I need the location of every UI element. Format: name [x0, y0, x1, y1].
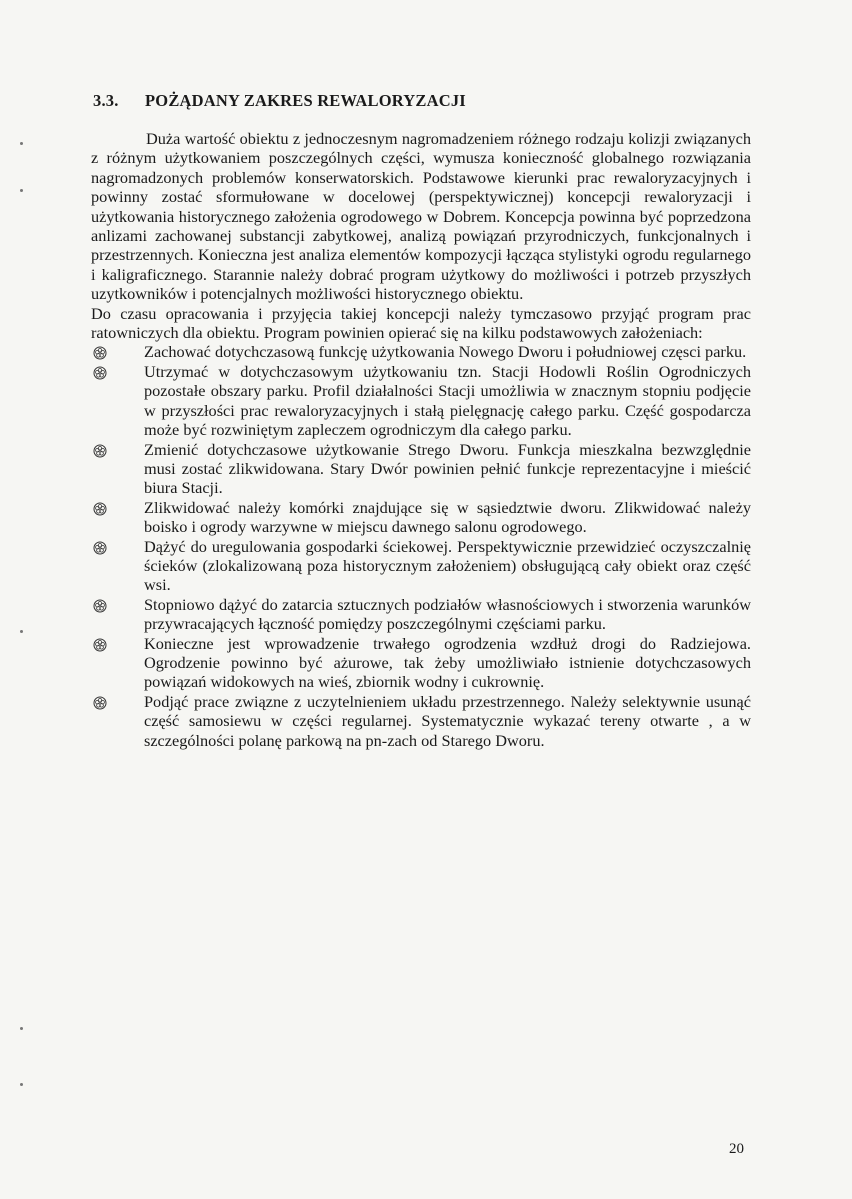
flower-bullet-icon [93, 695, 107, 709]
list-item [91, 537, 751, 595]
flower-bullet-icon [93, 345, 107, 359]
intro-paragraph: Duża wartość obiektu z jednoczesnym nagromadzeniem różnego rodzaju kolizji związanych z różnym użytkowaniem poszczególnych części, wymusza konieczność globalnego rozwiązania nagromadzonych problemów konserwatorskich. Podstawowe kierunki prac rewaloryzacyjnych i powinny zostać sformułowane w docelowej (perspektywicznej) koncepcji rewaloryzacji i użytkowania historycznego założenia ogrodowego w Dobrem. Koncepcja powinna być poprzedzona anlizami zachowanej substancji zabytkowej, analizą powiązań przyrodniczych, funkcjonalnych i przestrzennych. Konieczna jest analiza elementów kompozycji łącząca stylistyki ogrodu regularnego i kaligraficznego. Starannie należy dobrać program użytkowy do możliwości i potrzeb przyszłych uzytkowników i potencjalnych możliwości historycznego obiektu. [91, 129, 751, 304]
program-paragraph: Do czasu opracowania i przyjęcia takiej koncepcji należy tymczasowo przyjąć program prac ratowniczych dla obiektu. Program powinien opierać się na kilku podstawowych założeniach: [91, 303, 751, 343]
flower-bullet-icon [93, 540, 107, 554]
list-item-text: Zlikwidować należy komórki znajdujące się w sąsiedztwie dworu. Zlikwidować należy boisko i ogrody warzywne w miejscu dawnego salonu ogrodowego. [144, 497, 751, 537]
section-heading [93, 91, 466, 111]
list-item-text: Zmienić dotychczasowe użytkowanie Strego Dworu. Funkcja mieszkalna bezwzględnie musi zostać zlikwidowana. Stary Dwór powinien pełnić funkcje reprezentacyjne i mieścić biura Stacji. [144, 439, 751, 498]
scan-speck [20, 1083, 23, 1086]
list-item-text: Stopniowo dążyć do zatarcia sztucznych podziałów własnościowych i stworzenia warunków przywracających łączność pomiędzy poszczególnymi częściami parku. [144, 594, 751, 634]
list-item [91, 595, 751, 634]
flower-bullet-icon [93, 443, 107, 457]
flower-bullet-icon [93, 501, 107, 515]
assumptions-list [91, 342, 751, 750]
list-item [91, 634, 751, 692]
scan-speck [20, 1027, 23, 1030]
list-item-text: Zachować dotychczasową funkcję użytkowania Nowego Dworu i południowej częsci parku. [144, 342, 747, 362]
flower-bullet-icon [93, 365, 107, 379]
section-number: 3.3. [93, 91, 119, 110]
scan-speck [20, 630, 23, 633]
list-item [91, 362, 751, 440]
page-number: 20 [729, 1141, 744, 1157]
section-body [91, 129, 751, 750]
list-item-text: Podjąć prace związne z uczytelnieniem układu przestrzennego. Należy selektywnie usunąć część samosiewu w części regularnej. Systematycznie wykazać tereny otwarte , a w szczególności polanę parkową na pn-zach od Starego Dworu. [144, 691, 751, 750]
scan-speck [20, 189, 23, 192]
flower-bullet-icon [93, 637, 107, 651]
flower-bullet-icon [93, 598, 107, 612]
list-item-text: Dążyć do uregulowania gospodarki ściekowej. Perspektywicznie przewidzieć oczyszczalnię ścieków (zlokalizowaną poza historycznym założeniem) obsługującą cały obiekt oraz część wsi. [144, 536, 751, 595]
list-item-text: Konieczne jest wprowadzenie trwałego ogrodzenia wzdłuż drogi do Radziejowa. Ogrodzenie powinno być ażurowe, tak żeby umożliwiało istnienie dotychczasowych powiązań widokowych na wieś, zbiornik wodny i cukrownię. [144, 633, 751, 692]
list-item [91, 342, 751, 361]
section-title: POŻĄDANY ZAKRES REWALORYZACJI [145, 91, 466, 110]
list-item-text: Utrzymać w dotychczasowym użytkowaniu tzn. Stacji Hodowli Roślin Ogrodniczych pozostałe obszary parku. Profil działalności Stacji umożliwia w znacznym stopniu podjęcie w przyszłości prac rewaloryzacyjnych i stałą pielęgnację całego parku. Część gospodarcza może być rozwiniętym zapleczem ogrodniczym dla całego parku. [144, 361, 751, 440]
scan-speck [20, 142, 23, 145]
list-item [91, 692, 751, 750]
list-item [91, 440, 751, 498]
list-item [91, 498, 751, 537]
